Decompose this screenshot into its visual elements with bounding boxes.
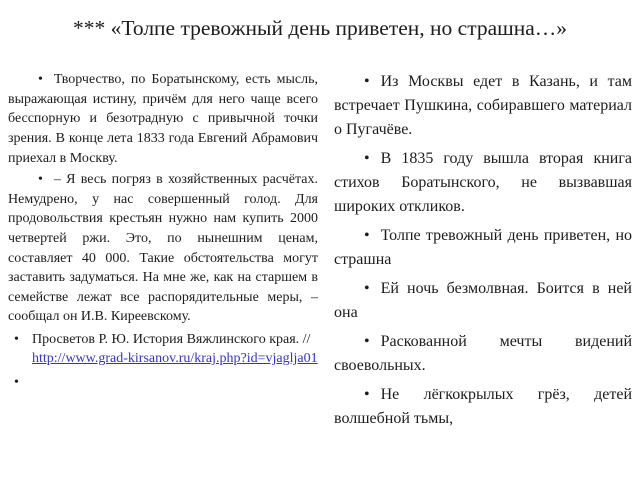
bullet-paragraph: • Раскованной мечты видений своевольных.: [334, 330, 632, 378]
right-text-column: [322, 70, 640, 436]
bullet-paragraph: • Из Москвы едет в Казань, и там встречает Пушкина, собиравшего материал о Пугачёве.: [334, 70, 632, 142]
bullet-paragraph: • Ей ночь безмолвная. Боится в ней она: [334, 277, 632, 325]
bullet-paragraph: • Творчество, по Боратынскому, есть мысль, выражающая истину, причём для него чаще всего бесспорную и безотрадную с привычной точки зрения. В конце лета 1833 года Евгений Абрамович приехал в Москву.: [8, 70, 318, 168]
content-columns: [0, 70, 640, 436]
empty-bullet-item: [8, 373, 318, 392]
citation-text: Просветов Р. Ю. История Вяжлинского края. //: [32, 331, 311, 347]
bullet-paragraph: • – Я весь погряз в хозяйственных расчётах. Немудрено, у нас совершенный голод. Для продовольствия крестьян нужно нам купить 2000 четвертей ржи. Это, по нынешним ценам, составляет 40 000. Такие обстоятельства могут заставить задуматься. На мне же, как на старшем в семействе лежат все распорядительные меры, – сообщал он И.В. Киреевскому.: [8, 170, 318, 327]
bullet-paragraph: • В 1835 году вышла вторая книга стихов Боратынского, не вызвавшая широких откликов.: [334, 147, 632, 219]
left-text-column: [0, 70, 322, 391]
bullet-paragraph: • Не лёгкокрылых грёз, детей волшебной тьмы,: [334, 383, 632, 431]
citation-item: [8, 330, 318, 369]
slide-title: *** «Толпе тревожный день приветен, но страшна…»: [72, 16, 568, 40]
citation-link[interactable]: http://www.grad-kirsanov.ru/kraj.php?id=vjaglja01: [32, 351, 318, 367]
bullet-paragraph: • Толпе тревожный день приветен, но страшна: [334, 224, 632, 272]
